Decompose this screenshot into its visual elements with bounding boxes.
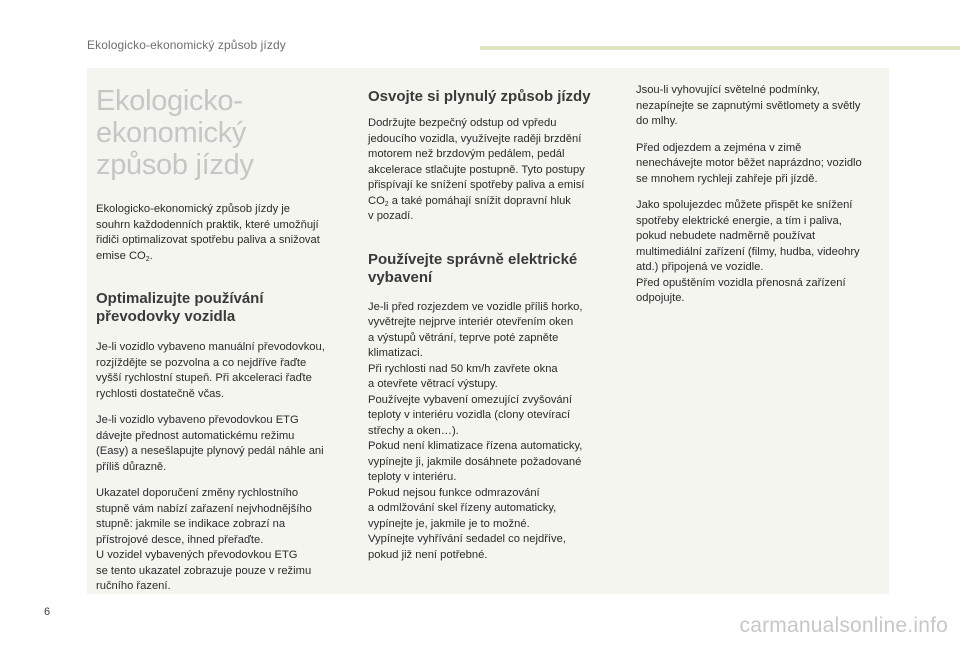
text-line: Jako spolujezdec můžete přispět ke snížení <box>636 199 853 211</box>
text-line: Při rychlosti nad 50 km/h zavřete okna <box>368 362 558 375</box>
content-panel <box>87 68 889 594</box>
text-line: nenechávejte motor běžet naprázdno; vozidlo <box>636 157 862 169</box>
electric-equipment-heading <box>368 251 608 287</box>
header-title: Ekologicko-ekonomický způsob jízdy <box>87 38 286 52</box>
column-2 <box>368 68 608 563</box>
text-line: klimatizaci. <box>368 347 423 359</box>
text-line: Jsou-li vyhovující světelné podmínky, <box>636 84 820 96</box>
text-line: Vypínejte vyhřívání sedadel co nejdříve, <box>368 533 566 545</box>
page-title-line: Ekologicko-ekonomický <box>96 85 247 149</box>
gearbox-paragraph-manual <box>96 340 348 402</box>
text-line: jedoucího vozidla, využívejte raději brzdění <box>368 132 582 145</box>
text-line: přístrojové desce, ihned přeřaďte. <box>96 533 264 546</box>
text-line: Je-li před rozjezdem ve vozidle příliš horko, <box>368 300 583 313</box>
page-title-line: způsob jízdy <box>96 149 254 181</box>
watermark: carmanualsonline.info <box>739 614 948 637</box>
text-line: Je-li vozidlo vybaveno manuální převodovkou, <box>96 341 325 353</box>
co2-subscript: 2 <box>384 200 389 208</box>
smooth-driving-heading: Osvojte si plynulý způsob jízdy <box>368 88 591 105</box>
column-1 <box>96 68 348 595</box>
text-line: rychlosti dostatečně včas. <box>96 387 225 400</box>
heading-line: Optimalizujte používání <box>96 290 264 307</box>
text-line: spotřeby elektrické energie, a tím i paliva, <box>636 214 842 227</box>
text-line: vyvětrejte nejprve interiér otevřením oken <box>368 316 574 328</box>
gearbox-paragraph-indicator <box>96 486 348 595</box>
text-suffix: a také pomáhají snížit dopravní hluk <box>388 194 571 207</box>
page-title <box>96 85 348 181</box>
text-suffix: . <box>149 249 153 262</box>
electric-equipment-paragraph <box>368 300 608 564</box>
text-line: multimediální zařízení (filmy, hudba, videohry <box>636 245 860 258</box>
text-line: do mlhy. <box>636 115 678 127</box>
gearbox-heading <box>96 290 348 326</box>
heading-line: Používejte správně elektrické <box>368 250 578 268</box>
gearbox-paragraph-etg <box>96 413 348 475</box>
text-line: v pozadí. <box>368 210 414 222</box>
text-line: stupně: jakmile se indikace zobrazí na <box>96 518 286 530</box>
text-line: Ukazatel doporučení změny rychlostního <box>96 487 299 499</box>
page-number: 6 <box>44 606 51 618</box>
text-line: a výstupů větrání, teprve poté zapněte <box>368 331 559 344</box>
passenger-paragraph <box>636 198 886 307</box>
text-line: U vozidel vybavených převodovkou ETG <box>96 549 298 561</box>
text-line: Ekologicko-ekonomický způsob jízdy je <box>96 203 291 215</box>
text-line: atd.) připojená ve vozidle. <box>636 261 764 273</box>
co2-text: CO <box>368 194 385 207</box>
text-line: se mnohem rychleji zahřeje při jízdě. <box>636 172 818 185</box>
text-line: vypínejte je, jakmile je to možné. <box>368 517 530 530</box>
header-rule <box>480 46 960 50</box>
text-line: Před odjezdem a zejména v zimě <box>636 141 802 154</box>
text-line: Je-li vozidlo vybaveno převodovkou ETG <box>96 414 299 426</box>
text-line: se tento ukazatel zobrazuje pouze v režimu <box>96 564 312 577</box>
co2-text: emise CO <box>96 249 146 262</box>
text-line: Pokud není klimatizace řízena automaticky, <box>368 440 583 452</box>
text-line: teploty v interiéru vozidla (clony otevírací <box>368 409 571 421</box>
text-line <box>96 249 348 265</box>
text-line: stupně vám nabízí zařazení nejvhodnějšího <box>96 502 312 515</box>
text-line: dávejte přednost automatickému režimu <box>96 429 295 442</box>
text-line: pokud nebudete nadměrně používat <box>636 230 816 242</box>
column-3 <box>636 68 886 307</box>
text-line: odpojujte. <box>636 292 685 304</box>
text-line: vyšší rychlostní stupeň. Při akceleraci řaďte <box>96 372 312 384</box>
heading-line: převodovky vozidla <box>96 308 236 325</box>
text-line: vypínejte ji, jakmile dosáhnete požadované <box>368 455 582 468</box>
text-line: teploty v interiéru. <box>368 471 457 483</box>
smooth-driving-paragraph <box>368 116 608 225</box>
co2-subscript: 2 <box>145 255 150 263</box>
text-line: nezapínejte se zapnutými světlomety a světly <box>636 99 861 112</box>
text-line: (Easy) a nesešlapujte plynový pedál náhle ani <box>96 445 324 457</box>
intro-paragraph <box>96 202 348 264</box>
text-line: a otevřete větrací výstupy. <box>368 378 498 390</box>
text-line: ručního řazení. <box>96 580 171 592</box>
text-line: řidiči optimalizovat spotřebu paliva a snižovat <box>96 234 320 246</box>
text-line: Pokud nejsou funkce odmrazování <box>368 486 540 499</box>
idling-paragraph <box>636 141 886 188</box>
text-line: souhrn každodenních praktik, které umožňují <box>96 218 319 231</box>
text-line: přispívají ke snížení spotřeby paliva a emisí <box>368 179 585 191</box>
text-line: Před opuštěním vozidla přenosná zařízení <box>636 276 846 289</box>
text-line: příliš důrazně. <box>96 460 167 473</box>
text-line: střechy a oken…). <box>368 424 459 437</box>
text-line: a odmlžování skel řízeny automaticky, <box>368 502 557 514</box>
text-line: Používejte vybavení omezující zvyšování <box>368 393 572 406</box>
text-line: Dodržujte bezpečný odstup od vpředu <box>368 117 557 129</box>
text-line <box>368 194 608 210</box>
heading-line: vybavení <box>368 268 433 286</box>
text-line: pokud již není potřebné. <box>368 548 488 561</box>
text-line: motorem než brzdovým pedálem, pedál <box>368 148 565 160</box>
lights-paragraph <box>636 83 886 130</box>
text-line: akcelerace stlačujte postupně. Tyto postupy <box>368 163 585 176</box>
text-line: rozjíždějte se pozvolna a co nejdříve řaďte <box>96 356 307 369</box>
